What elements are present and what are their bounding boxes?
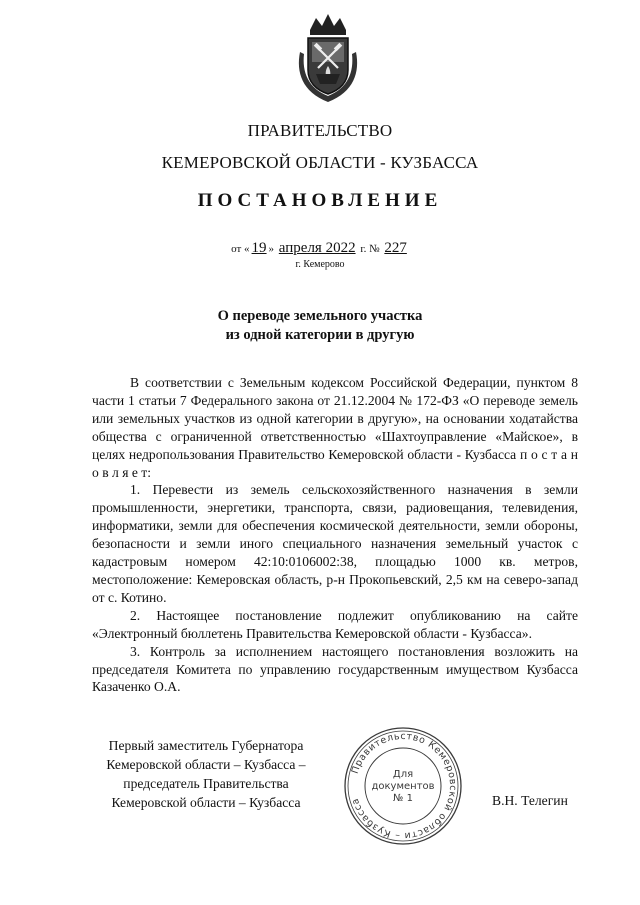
clause-1: 1. Перевести из земель сельскохозяйственного назначения в земли промышленности, энергетики, транспорта, связи, радиовещания, телевидения, информатики, земли для обеспечения космической деятельности, земли обороны, безопасности и земли иного специального назначения земельный участок с кадастровым номером 42:10:0106002:38, площадью 1000 кв. метров, местоположение: Кемеровская область, р-н Прокопьевский, 2,5 км на северо-запад от с. Котино.: [92, 482, 578, 605]
signer-title-block: [86, 736, 326, 812]
signer-title-line3: председатель Правительства: [123, 776, 289, 791]
date-day: 19: [251, 240, 267, 256]
stamp-ring-text: Правительство Кемеровской области – Кузбасса: [349, 730, 459, 842]
document-subject: [0, 307, 640, 345]
org-name-line1: ПРАВИТЕЛЬСТВО: [247, 121, 393, 140]
stamp-center-line3: № 1: [393, 793, 413, 804]
signer-title-line1: Первый заместитель Губернатора: [108, 738, 304, 753]
signer-name: В.Н. Телегин: [492, 793, 568, 808]
document-body: [92, 374, 578, 696]
stamp-center-line2: документов: [371, 781, 435, 792]
official-stamp: [342, 725, 464, 847]
document-type-title: ПОСТАНОВЛЕНИЕ: [197, 190, 443, 211]
signer-title-line4: Кемеровской области – Кузбасса: [111, 795, 301, 810]
coat-of-arms-icon: [296, 12, 360, 104]
clause-3: 3. Контроль за исполнением настоящего постановления возложить на председателя Комитета по управлению государственным имуществом Кузбасса Казаченко О.А.: [92, 643, 578, 695]
subject-line2: из одной категории в другую: [225, 327, 415, 343]
city-label: г. Кемерово: [295, 259, 345, 270]
date-quote: »: [268, 243, 275, 255]
date-from-label: от «: [231, 243, 250, 255]
org-name-line2: КЕМЕРОВСКОЙ ОБЛАСТИ - КУЗБАССА: [161, 153, 479, 172]
document-number: 227: [384, 240, 407, 256]
stamp-center-line1: Для: [392, 769, 414, 780]
clause-2: 2. Настоящее постановление подлежит опубликованию на сайте «Электронный бюллетень Правительства Кемеровской области - Кузбасса».: [92, 607, 578, 641]
document-date-number: [0, 240, 640, 257]
signer-title-line2: Кемеровской области – Кузбасса –: [106, 757, 306, 772]
preamble-paragraph: В соответствии с Земельным кодексом Российской Федерации, пунктом 8 части 1 статьи 7 Федерального закона от 21.12.2004 № 172-ФЗ «О переводе земель или земельных участков из одной категории в другую», на основании ходатайства общества с ограниченной ответственностью «Шахтоуправление «Майское», в целях недропользования Правительство Кемеровской области - Кузбасса п о с т а н о в л я е т:: [92, 375, 578, 480]
date-month-year: апреля 2022: [278, 240, 356, 256]
subject-line1: О переводе земельного участка: [217, 308, 423, 324]
number-label: г. №: [360, 243, 380, 255]
